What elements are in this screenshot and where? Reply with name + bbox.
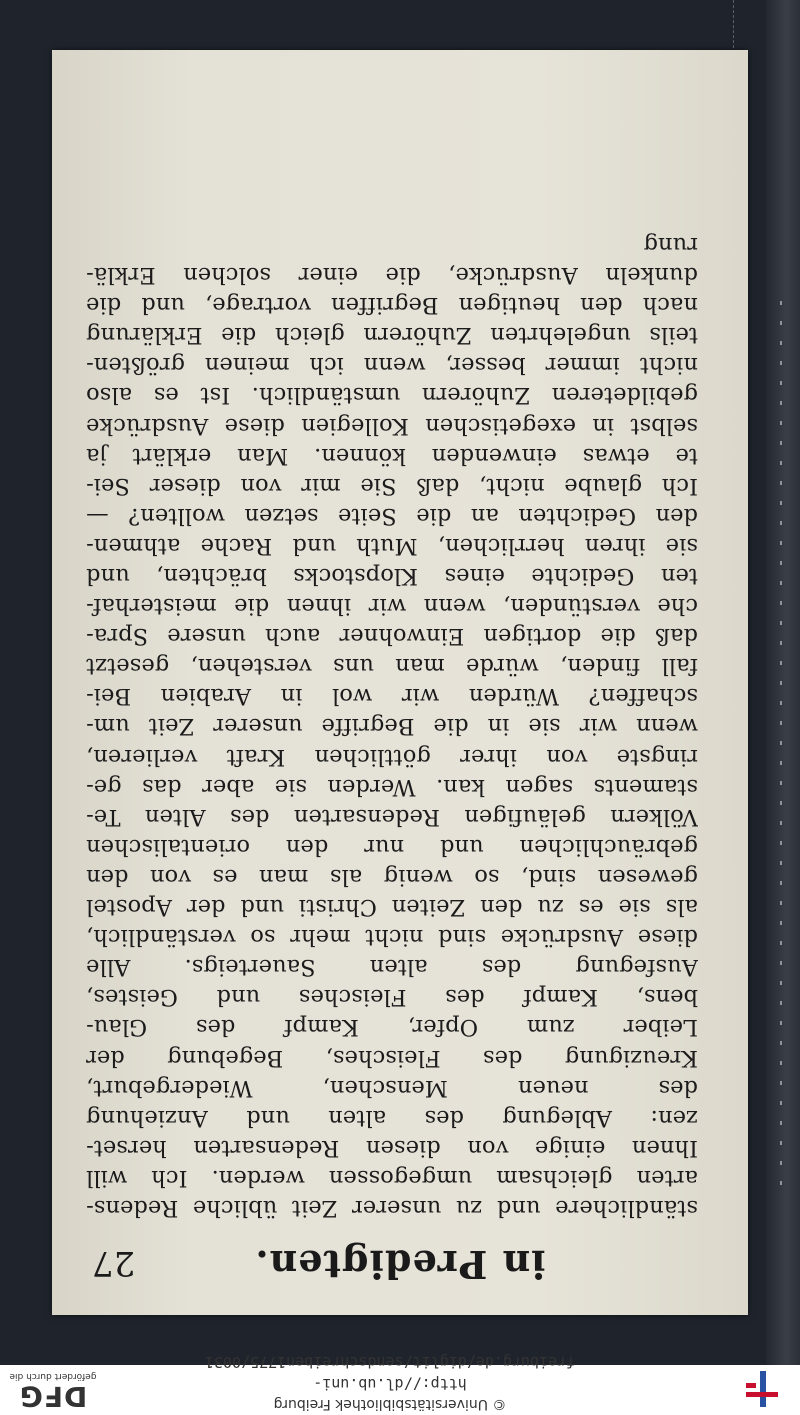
source-url-link[interactable]: http://dl.ub.uni-freiburg.de/diglit/sendschreiben1775/0031	[204, 1353, 576, 1393]
header-text	[170, 1351, 610, 1413]
text-line: daß die dortigen Einwohner auch unsere Spra-	[86, 623, 698, 650]
text-line: ringste von ihrer göttlichen Kraft verlieren,	[86, 743, 698, 770]
book-page	[52, 50, 748, 1315]
text-line: staments sagen kan. Werden sie aber das ge-	[86, 773, 698, 800]
dfg-logo	[8, 1370, 98, 1411]
running-head-title: in Predigten.	[254, 1242, 546, 1287]
text-line: bens, Kampf des Fleisches und Geistes,	[86, 984, 698, 1011]
text-line: selbst in exegetischen Kollegien diese Ausdrücke	[86, 412, 698, 439]
text-line: Ihnen einige von diesen Redensarten herset-	[86, 1134, 698, 1161]
text-line: als sie es zu den Zeiten Christi und der Apostel	[86, 894, 698, 921]
text-line: wenn wir sie in die Begriffe unserer Zeit um-	[86, 713, 698, 740]
text-line: Ich glaube nicht, daß Sie mir von dieser Sei-	[86, 472, 698, 499]
text-line: nicht immer besser, wenn ich meinen größten-	[86, 352, 698, 379]
text-line: arten gleichsam umgegossen werden. Ich will	[86, 1164, 698, 1191]
text-line: dunkeln Ausdrücke, die einer solchen Erklä-	[86, 262, 698, 289]
text-line: Völkern geläufigen Redensarten des Alten Te-	[86, 803, 698, 830]
text-line: schaffen? Würden wir wol in Arabien Bei-	[86, 683, 698, 710]
text-line: des neuen Menschen, Wiedergeburt,	[86, 1074, 698, 1101]
text-line: rung	[643, 232, 698, 258]
page-number: 27	[92, 1243, 136, 1283]
ub-freiburg-logo-icon	[742, 1369, 782, 1409]
text-line: gebräuchlichen und nur den orientalischen	[86, 833, 698, 860]
text-line: che verstünden, wenn wir ihnen die meisterhaf-	[86, 593, 698, 620]
dfg-caption: gefördert durch die	[9, 1371, 97, 1381]
book-spine	[766, 0, 800, 1365]
text-line: fall finden, würde man uns verstehen, gesetzt	[86, 653, 698, 680]
spine-stitching	[780, 285, 782, 1185]
text-line: den Gedichten an die Seite setzen wollten? —	[86, 502, 698, 529]
body-text	[86, 230, 698, 1223]
text-line: gewesen sind, so wenig als man es von den	[86, 863, 698, 890]
text-line: gebildeteren Zuhörern umständlich. Ist es also	[86, 382, 698, 409]
dfg-logo-mark: DFG	[18, 1380, 88, 1413]
text-line: teils ungelehrten Zuhörern gleich die Erklärung	[86, 322, 698, 349]
text-line: nach den heutigen Begriffen vortrage, und die	[86, 292, 698, 319]
text-line: diese Ausdrücke sind nicht mehr so verständlich,	[86, 924, 698, 951]
text-line: ständlichere und zu unserer Zeit übliche Redens-	[86, 1195, 698, 1221]
institution-credit: © Universitätsbibliothek Freiburg	[273, 1396, 507, 1412]
text-line: Ausfegung des alten Sauerteigs. Alle	[86, 954, 698, 981]
text-line: te etwas einwenden können. Man erklärt ja	[86, 442, 698, 469]
viewer-header	[0, 1353, 800, 1415]
running-head	[52, 1227, 748, 1287]
text-line: zen: Ablegung des alten und Anziehung	[86, 1104, 698, 1131]
text-line: Leiber zum Opfer, Kampf des Glau-	[86, 1014, 698, 1041]
page-edge	[727, 0, 734, 875]
text-line: sie ihren herrlichen, Muth und Rache athmen-	[86, 532, 698, 559]
text-line: ten Gedichte eines Klopstocks brächten, und	[86, 563, 698, 590]
text-line: Kreuzigung des Fleisches, Begebung der	[86, 1044, 698, 1071]
